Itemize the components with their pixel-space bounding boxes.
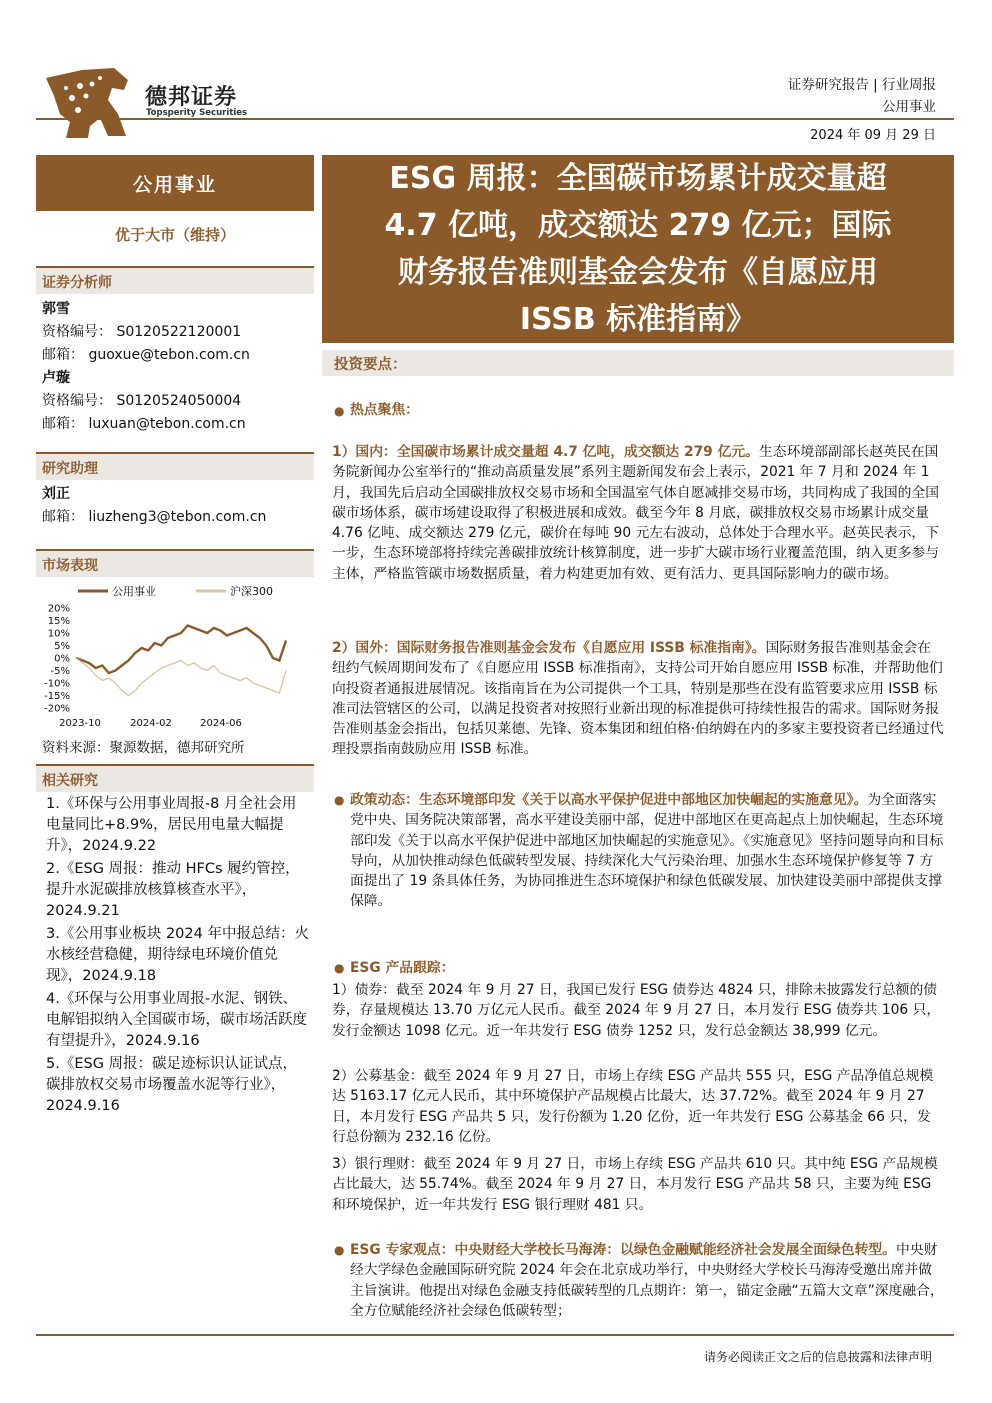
- policy-heading: 政策动态：生态环境部印发《关于以高水平保护促进中部地区加快崛起的实施意见》。: [350, 792, 868, 808]
- hot-focus-p2: [332, 638, 944, 760]
- analyst-block: [42, 298, 250, 436]
- policy-body: 为全面落实党中央、国务院决策部署，高水平建设美丽中部，促进中部地区在更高起点上加快崛起，生态环境部印发《关于以高水平保护促进中部地区加快崛起的实施意见》。《实施意见》坚持问题导向和目标导向，从加快推动绿色低碳转型发展、持续深化大气污染治理、加强水生态环境保护修复等 7 方面提出了 19 条具体任务，为协同推进生态环境保护和绿色低碳发展、加快建设美丽中部提供支撑保障。: [350, 792, 944, 910]
- y-tick-label: -20%: [44, 703, 70, 715]
- analyst-name: 郭雪: [42, 301, 70, 317]
- analyst-cert: 资格编号： S0120524050004: [42, 393, 242, 409]
- title-line: ISSB 标准指南》: [519, 302, 757, 337]
- industry-banner: 公用事业: [36, 155, 314, 211]
- analyst-email[interactable]: 邮箱： luxuan@tebon.com.cn: [42, 416, 246, 432]
- report-industry: 公用事业: [882, 99, 936, 115]
- y-tick-label: -10%: [44, 678, 70, 690]
- products-heading: ESG 产品跟踪：: [350, 960, 455, 976]
- analyst-name: 卢璇: [42, 370, 70, 386]
- report-type: 证券研究报告 | 行业周报: [787, 77, 936, 93]
- chart-svg: [36, 580, 314, 732]
- company-name-en: Topsperity Securities: [146, 108, 248, 118]
- section-heading: 投资要点：: [322, 350, 954, 376]
- assistant-block: [42, 483, 266, 529]
- bullet-icon: ●: [334, 1243, 345, 1257]
- analyst-email[interactable]: 邮箱： guoxue@tebon.com.cn: [42, 347, 250, 363]
- company-name: 德邦证券: [145, 85, 238, 110]
- bullet-icon: ●: [334, 404, 345, 418]
- series-line: [76, 658, 286, 696]
- products-bonds: 1）债券：截至 2024 年 9 月 27 日，我国已发行 ESG 债券达 4824 只，排除未披露发行总额的债券，存量规模达 13.70 万亿元人民币。截至 2024 年 9 月 27 日，本月发行 ESG 债券共 106 只，发行金额达 1098 亿元。近一年共发行 ESG 债券 1252 只，发行总金额达 38,999 亿元。: [332, 982, 941, 1039]
- related-item[interactable]: 5.《ESG 周报：碳足迹标识认证试点，碳排放权交易市场覆盖水泥等行业》，2024.9.16: [46, 1056, 298, 1114]
- legend-label: 公用事业: [112, 585, 156, 598]
- series-line: [76, 626, 286, 674]
- expert-heading: ESG 专家观点：中央财经大学校长马海涛：以绿色金融赋能经济社会发展全面绿色转型。: [350, 1242, 896, 1258]
- p1-heading: 1）国内：全国碳市场累计成交量超 4.7 亿吨，成交额达 279 亿元。: [332, 444, 759, 460]
- x-tick-label: 2024-02: [130, 718, 172, 729]
- x-tick-label: 2024-06: [200, 718, 242, 729]
- related-item[interactable]: 4.《环保与公用事业周报-水泥、钢铁、电解铝拟纳入全国碳市场，碳市场活跃度有望提升》，2024.9.16: [46, 991, 307, 1049]
- p2-heading: 2）国外：国际财务报告准则基金会发布《自愿应用 ISSB 标准指南》。: [332, 640, 766, 656]
- products-funds: 2）公募基金：截至 2024 年 9 月 27 日，市场上存续 ESG 产品共 555 只，ESG 产品净值总规模达 5163.17 亿元人民币，其中环境保护产品规模占比最大，达 37.72%。截至 2024 年 9 月 27 日，本月发行 ESG 产品共 5 只，发行份额为 1.20 亿份，近一年共发行 ESG 公募基金 66 只，发行总份额为 232.16 亿份。: [332, 1068, 934, 1145]
- title-line: ESG 周报：全国碳市场累计成交量超: [389, 161, 887, 196]
- header-rule: [36, 118, 954, 120]
- y-tick-label: 5%: [54, 641, 70, 652]
- y-tick-label: 0%: [54, 653, 70, 665]
- related-list: [46, 794, 310, 1117]
- title-line: 财务报告准则基金会发布《自愿应用: [398, 255, 878, 290]
- hot-focus-p1: [332, 442, 944, 584]
- x-tick-label: 2023-10: [59, 718, 101, 729]
- y-tick-label: -15%: [44, 691, 70, 702]
- legend-label: 沪深300: [230, 585, 273, 598]
- company-logo-icon: [42, 66, 132, 140]
- bullet-icon: ●: [334, 961, 345, 975]
- related-item[interactable]: 2.《ESG 周报：推动 HFCs 履约管控，提升水泥碳排放核算核查水平》，2024.9.21: [46, 861, 300, 919]
- y-tick-label: 10%: [47, 628, 70, 640]
- related-item[interactable]: 3.《公用事业板块 2024 年中报总结：火水核经营稳健，期待绿电环境价值兑现》，2024.9.18: [46, 926, 309, 984]
- assistant-heading: 研究助理: [36, 452, 314, 480]
- market-heading: 市场表现: [36, 549, 314, 577]
- policy-paragraph: [350, 790, 944, 912]
- assistant-email[interactable]: 邮箱： liuzheng3@tebon.com.cn: [42, 509, 267, 525]
- report-date: 2024 年 09 月 29 日: [810, 128, 936, 143]
- analyst-cert: 资格编号： S0120522120001: [42, 324, 242, 340]
- expert-body: 中央财经大学绿色金融国际研究院 2024 年会在北京成功举行，中央财经大学校长马海涛受邀出席并做主旨演讲。他提出对绿色金融支持低碳转型的几点期许：第一，锚定金融“五篇大文章”深度融合，全方位赋能经济社会绿色低碳转型；: [350, 1242, 944, 1319]
- expert-paragraph: [350, 1240, 944, 1321]
- chart-source: 资料来源：聚源数据，德邦研究所: [42, 740, 245, 756]
- footer-disclaimer[interactable]: 请务必阅读正文之后的信息披露和法律声明: [703, 1350, 932, 1364]
- analysts-heading: 证券分析师: [36, 266, 314, 294]
- p2-body: 国际财务报告准则基金会在纽约气候周期间发布了《自愿应用 ISSB 标准指南》，支持公司开始自愿应用 ISSB 标准，并帮助他们向投资者通报进展情况。该指南旨在为公司提供一个工具，特别是那些在没有监管要求应用 ISSB 标准司法管辖区的公司，以满足投资者对按照行业新出现的标准提供可持续性报告的需求。国际财务报告准则基金会指出，包括贝莱德、先锋、资本集团和纽伯格·伯纳姆在内的多家主要投资者已经通过代理投票指南鼓励应用 ISSB 标准。: [332, 640, 944, 758]
- rating: 优于大市（维持）: [114, 226, 235, 244]
- hot-focus-label: 热点聚焦：: [350, 402, 419, 418]
- y-tick-label: 15%: [47, 616, 70, 627]
- report-title: [322, 155, 954, 343]
- products-wealth: 3）银行理财：截至 2024 年 9 月 27 日，市场上存续 ESG 产品共 610 只。其中纯 ESG 产品规模占比最大，达 55.74%。截至 2024 年 9 月 27 日，本月发行 ESG 产品共 58 只，主要为纯 ESG 和环境保护，近一年共发行 ESG 银行理财 481 只。: [332, 1156, 938, 1213]
- title-line: 4.7 亿吨，成交额达 279 亿元；国际: [384, 208, 892, 243]
- market-performance-chart: [36, 580, 314, 732]
- p1-body: 生态环境部副部长赵英民在国务院新闻办公室举行的“推动高质量发展”系列主题新闻发布会上表示，2021 年 7 月和 2024 年 1 月，我国先后启动全国碳排放权交易市场和全国温室气体自愿减排交易市场，共同构成了我国的全国碳市场体系，碳市场建设取得了积极进展和成效。截至今年 8 月底，碳排放权交易市场累计成交量 4.76 亿吨、成交额达 279 亿元，碳价在每吨 90 元左右波动，总体处于合理水平。赵英民表示，下一步，生态环境部将持续完善碳排放统计核算制度，进一步扩大碳市场行业覆盖范围，纳入更多参与主体，严格监管碳市场数据质量，着力构建更加有效、更有活力、更具国际影响力的碳市场。: [332, 444, 940, 582]
- y-tick-label: -5%: [50, 666, 70, 677]
- assistant-name: 刘正: [42, 486, 70, 502]
- related-heading: 相关研究: [36, 764, 314, 792]
- related-item[interactable]: 1.《环保与公用事业周报-8 月全社会用电量同比+8.9%，居民用电量大幅提升》，2024.9.22: [46, 796, 297, 854]
- footer-rule: [36, 1334, 954, 1336]
- y-tick-label: 20%: [47, 603, 70, 615]
- bullet-icon: ●: [334, 793, 345, 807]
